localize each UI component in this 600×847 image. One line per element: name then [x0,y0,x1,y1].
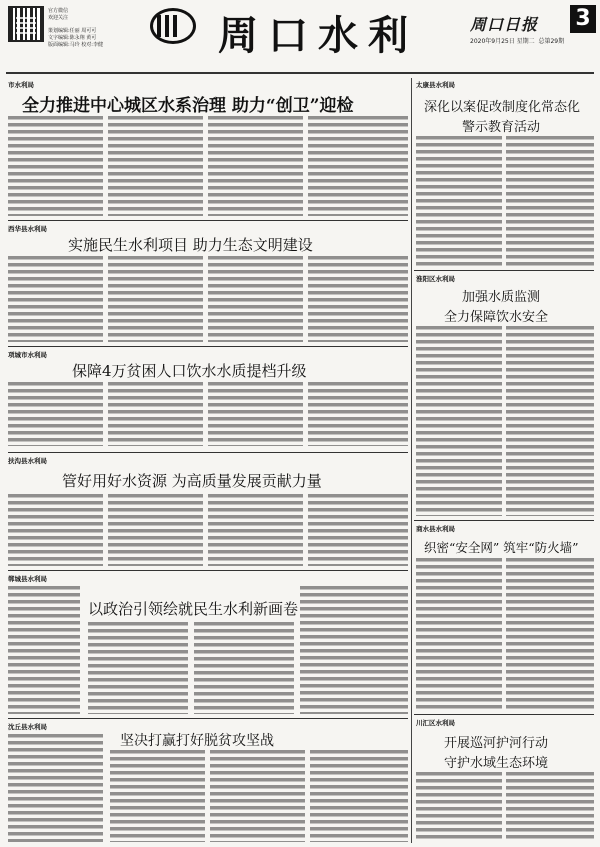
headline: 保障4万贫困人口饮水水质提档升级 [72,362,307,380]
article-body [108,256,203,342]
article-body [208,494,303,566]
article-body [8,116,103,216]
article-body [308,116,408,216]
article-body [8,586,80,714]
headline: 守护水域生态环境 [444,756,549,771]
article-body [308,256,408,342]
article-divider [414,714,594,715]
article-body [88,622,188,714]
headline: 坚决打赢打好脱贫攻坚战 [120,733,274,749]
section-label: 商水县水利局 [416,525,455,533]
section-label: 郸城县水利局 [8,575,47,583]
headline: 加强水质监测 [462,290,541,305]
headline: 警示教育活动 [462,120,541,135]
column-divider [411,78,412,843]
article-body [8,494,103,566]
page-number: 3 [570,5,596,33]
water-logo-icon [150,8,196,44]
article-body [506,326,594,516]
article-body [8,256,103,342]
headline: 实施民生水利项目 助力生态文明建设 [68,236,313,254]
section-label: 川汇区水利局 [416,719,455,727]
section-label: 西华县水利局 [8,225,47,233]
section-label: 沈丘县水利局 [8,723,47,731]
editor-info-line: 策划编辑:任丽 周可可 [48,28,97,34]
editor-info [48,28,103,49]
masthead-rule [6,72,594,74]
qr-caption [48,8,68,22]
article-body [416,326,502,516]
section-label: 项城市水利局 [8,351,47,359]
article-divider [8,570,408,571]
article-body [208,382,303,446]
article-divider [414,270,594,271]
qr-code [8,6,44,42]
headline: 以政治引领绘就民生水利新画卷 [88,600,299,618]
issue-number: 总第29期 [538,38,565,45]
paper-name: 周口日报 [470,15,539,34]
article-body [416,558,502,710]
qr-caption-line: 官方微信 [48,8,69,14]
date: 2020年9月25日 星期二 [470,38,535,45]
headline: 织密“安全网” 筑牢“防火墙” [424,540,579,555]
article-body [8,734,103,842]
article-body [110,750,205,842]
headline: 管好用好水资源 为高质量发展贡献力量 [62,472,322,490]
article-body [416,772,502,842]
headline: 深化以案促改制度化常态化 [424,100,581,115]
section-label: 淮阳区水利局 [416,275,455,283]
article-body [506,558,594,710]
article-body [8,382,103,446]
article-body [208,256,303,342]
article-divider [414,520,594,521]
section-label: 扶沟县水利局 [8,457,47,465]
article-body [310,750,408,842]
qr-caption-line: 欢迎关注 [48,15,69,21]
article-body [308,494,408,566]
article-body [300,586,408,714]
editor-info-line: 文字编辑:陈永翔 黄可 [48,35,97,41]
article-divider [8,452,408,453]
article-body [108,494,203,566]
section-label: 太康县水利局 [416,81,455,89]
editor-info-line: 版面编辑:马玲 校对:李健 [48,42,103,48]
article-body [210,750,305,842]
article-body [506,136,594,266]
article-body [308,382,408,446]
dateline [470,36,564,45]
section-label: 市水利局 [8,81,34,89]
headline: 开展巡河护河行动 [444,736,549,751]
article-divider [8,718,408,719]
masthead-title: 周口水利 [218,12,418,59]
article-divider [8,220,408,221]
article-divider [8,346,408,347]
headline: 全力保障饮水安全 [444,310,549,325]
article-body [108,382,203,446]
article-body [506,772,594,842]
article-body [208,116,303,216]
article-body [194,622,294,714]
article-body [108,116,203,216]
article-body [416,136,502,266]
headline: 全力推进中心城区水系治理 助力“创卫”迎检 [22,96,354,116]
